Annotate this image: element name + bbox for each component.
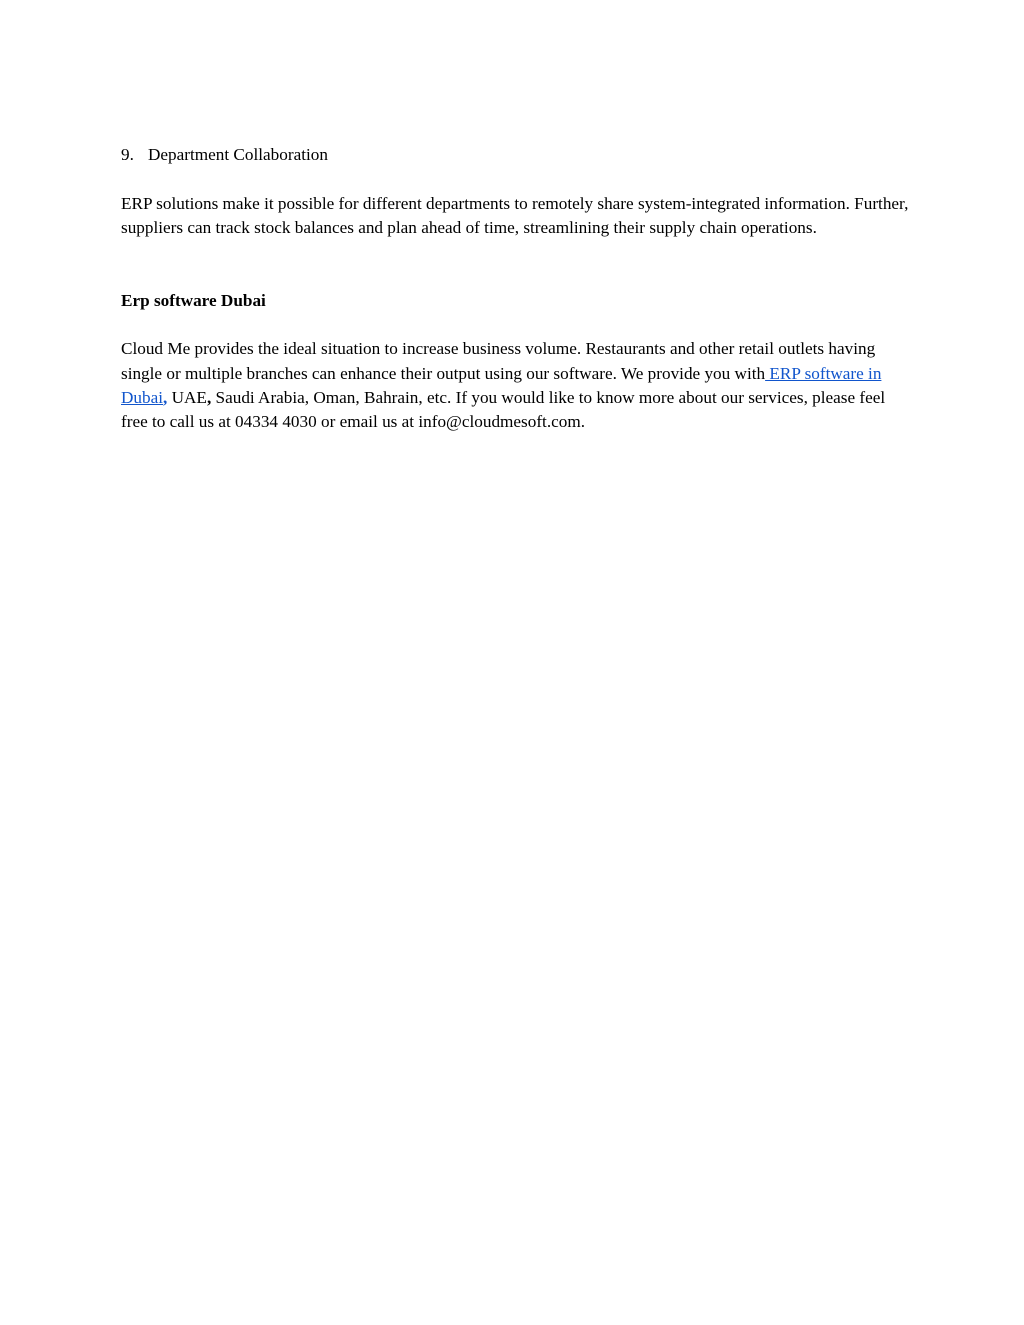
paragraph-text-contact: Saudi Arabia, Oman, Bahrain, etc. If you would like to know more about our services, please feel free to call us at 04334 4030 or email us at info@cloudmesoft.com. bbox=[121, 387, 886, 432]
erp-dubai-paragraph bbox=[121, 337, 911, 434]
spacer bbox=[121, 240, 911, 289]
link-text: ERP software in Dubai bbox=[121, 363, 882, 407]
list-number: 9. bbox=[121, 145, 134, 164]
bold-comma: , bbox=[206, 387, 212, 407]
spacer bbox=[121, 167, 911, 191]
paragraph-text-intro: Cloud Me provides the ideal situation to increase business volume. Restaurants and other retail outlets having single or multiple branches can enhance their output using our software. We provide you with bbox=[121, 339, 876, 383]
list-item-title: Department Collaboration bbox=[148, 145, 328, 164]
link-comma: , bbox=[163, 387, 168, 407]
list-item-department-collaboration bbox=[121, 143, 911, 167]
spacer bbox=[121, 313, 911, 337]
paragraph-text-uae: UAE bbox=[167, 387, 207, 407]
department-collaboration-paragraph: ERP solutions make it possible for different departments to remotely share system-integrated information. Further, suppliers can track stock balances and plan ahead of time, streamlining their supply chain operations. bbox=[121, 193, 909, 237]
section-heading: Erp software Dubai bbox=[121, 290, 266, 310]
document-body bbox=[121, 143, 911, 435]
